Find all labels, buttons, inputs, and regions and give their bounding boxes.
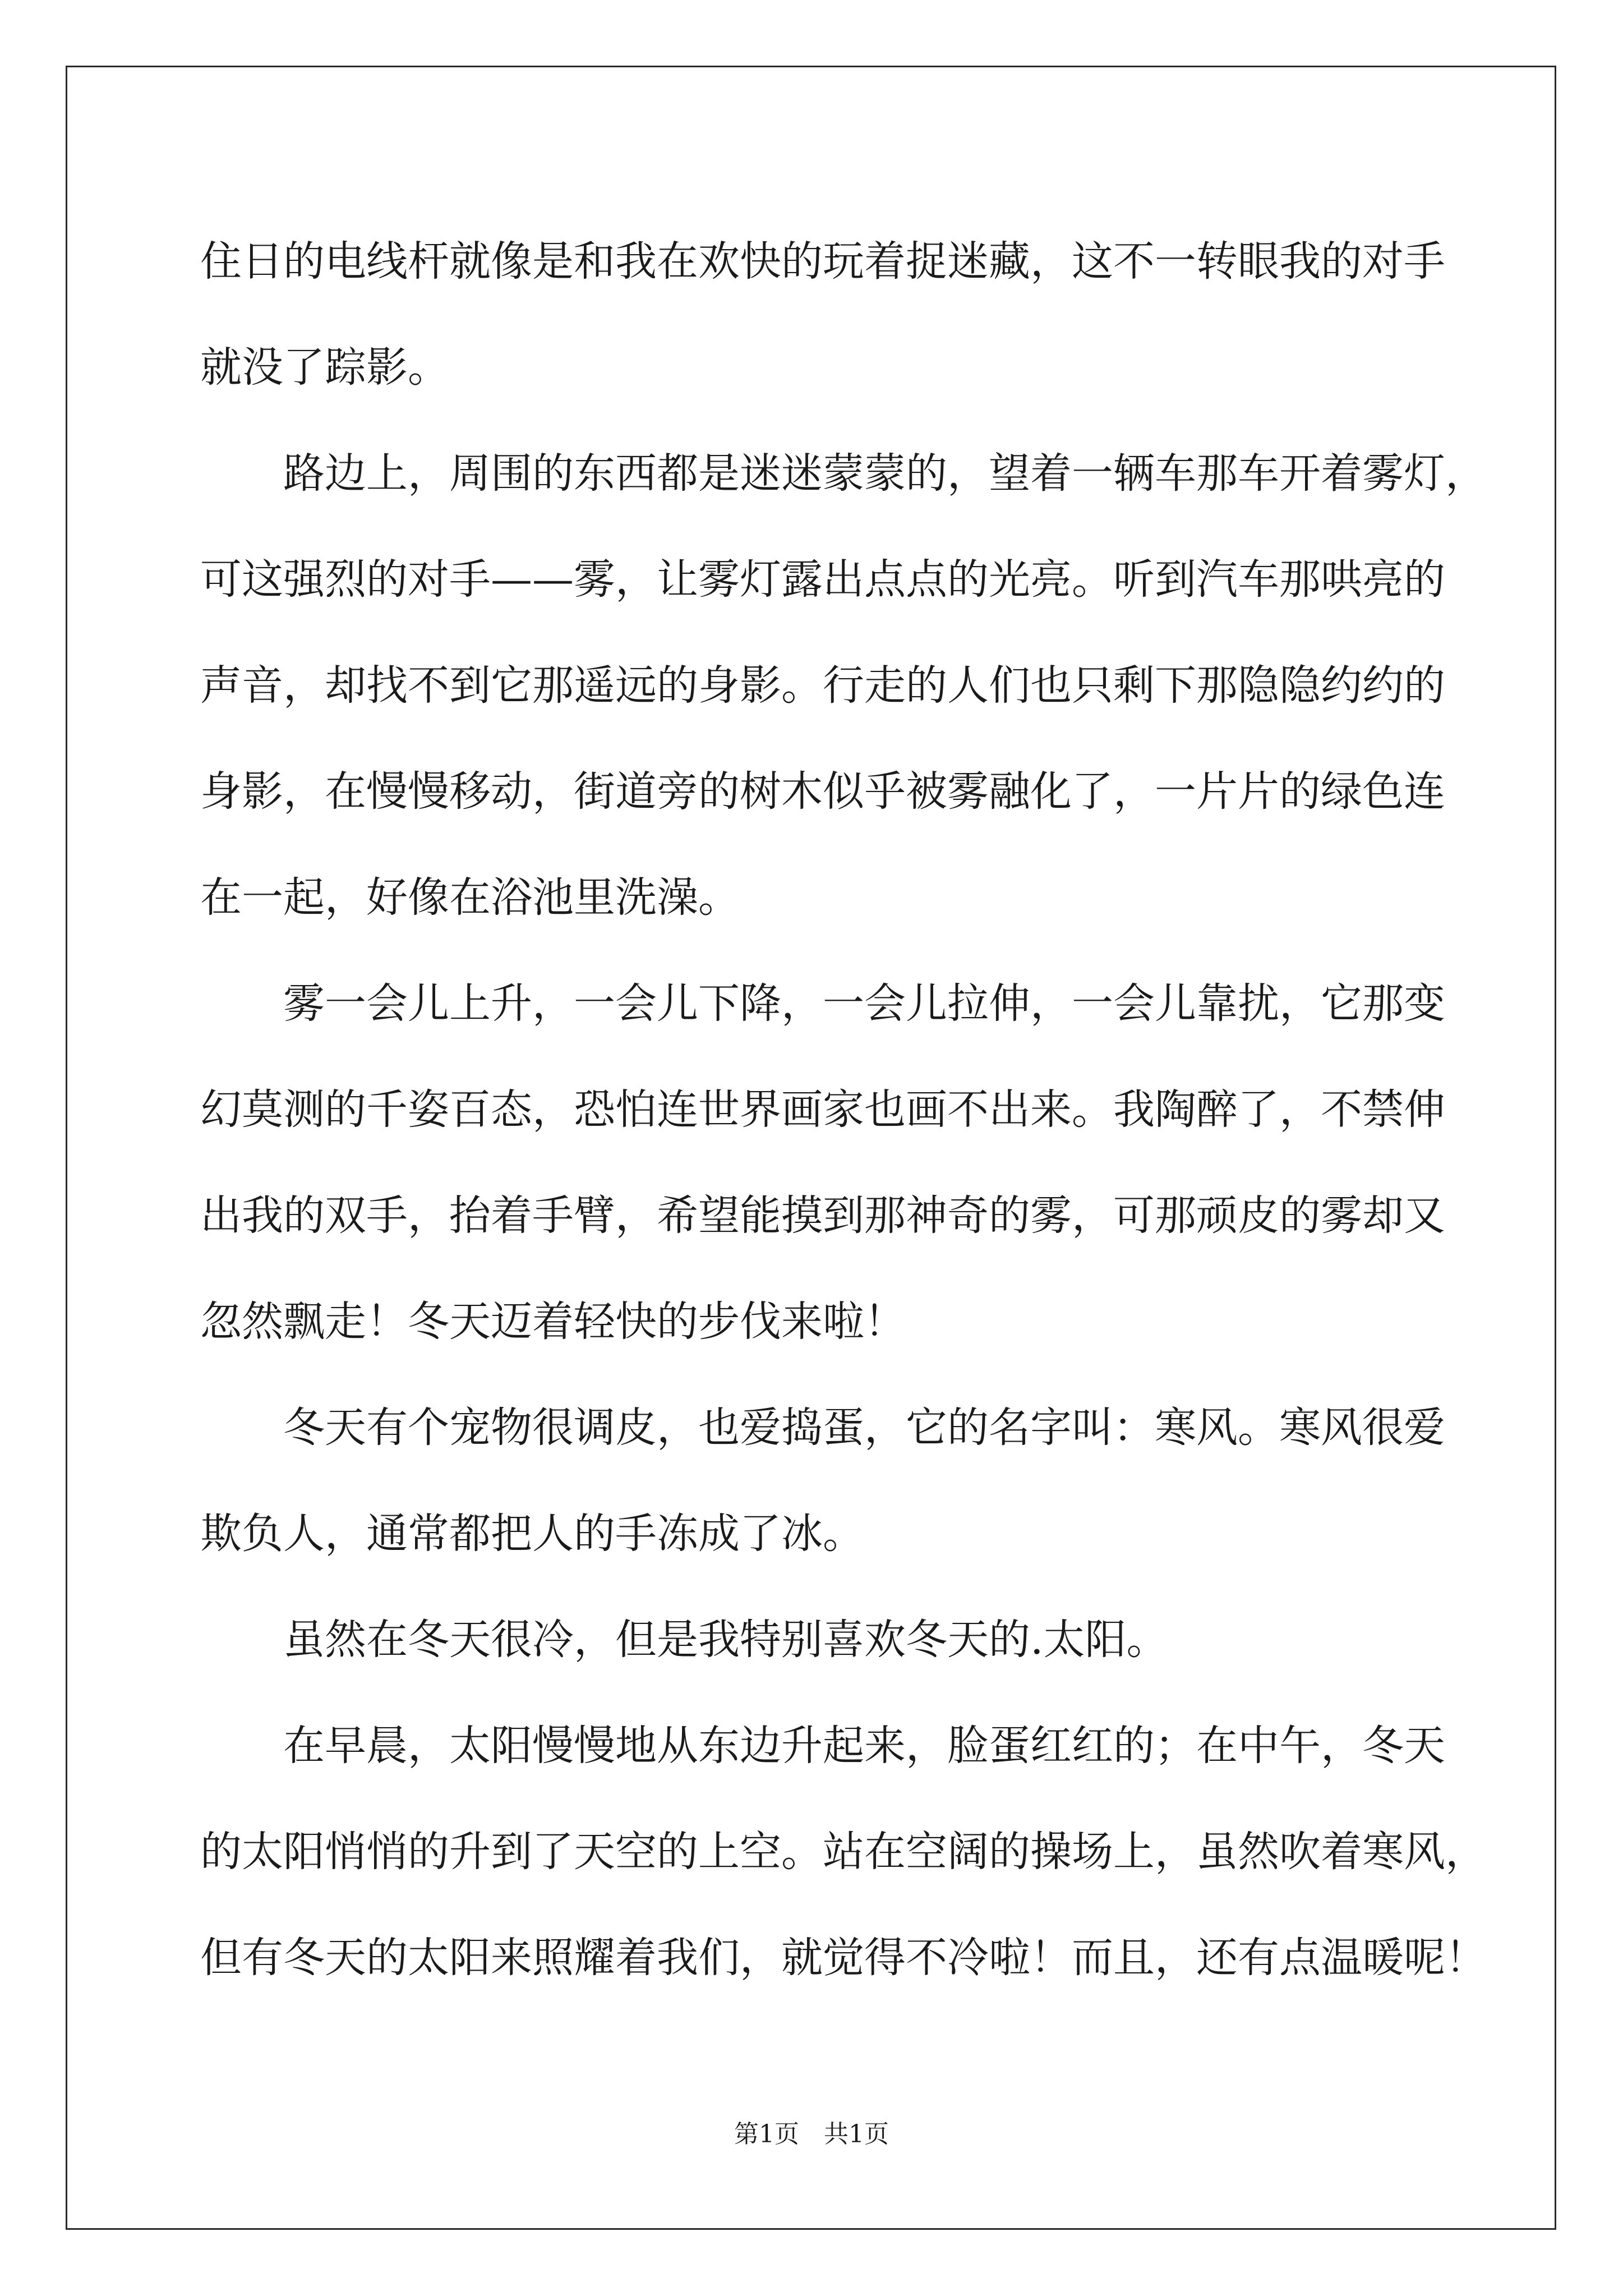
text-line: 在早晨，太阳慢慢地从东边升起来，脸蛋红红的；在中午，冬天 [200, 1722, 1445, 1770]
text-line: 在一起，好像在浴池里洗澡。 [200, 873, 740, 922]
text-line: 幻莫测的千姿百态，恐怕连世界画家也画不出来。我陶醉了，不禁伸 [200, 1085, 1445, 1134]
text-line: 虽然在冬天很冷，但是我特别喜欢冬天的.太阳。 [200, 1616, 1168, 1664]
text-line: 欺负人，通常都把人的手冻成了冰。 [200, 1510, 864, 1558]
text-line: 就没了踪影。 [200, 343, 449, 392]
text-line: 冬天有个宠物很调皮，也爱捣蛋，它的名字叫：寒风。寒风很爱 [200, 1404, 1445, 1452]
text-line: 的太阳悄悄的升到了天空的上空。站在空阔的操场上，虽然吹着寒风， [200, 1828, 1487, 1876]
text-line: 路边上，周围的东西都是迷迷蒙蒙的，望着一辆车那车开着雾灯， [200, 449, 1487, 498]
text-line: 但有冬天的太阳来照耀着我们，就觉得不冷啦！而且，还有点温暖呢！ [200, 1934, 1487, 1982]
document-body [200, 209, 1487, 2011]
text-line: 声音，却找不到它那遥远的身影。行走的人们也只剩下那隐隐约约的 [200, 661, 1445, 710]
text-line: 身影，在慢慢移动，街道旁的树木似乎被雾融化了，一片片的绿色连 [200, 767, 1445, 816]
text-line: 雾一会儿上升，一会儿下降，一会儿拉伸，一会儿靠扰，它那变 [200, 979, 1445, 1028]
text-line: 出我的双手，抬着手臂，希望能摸到那神奇的雾，可那顽皮的雾却又 [200, 1191, 1445, 1240]
page-number-footer: 第1页 共1页 [734, 2120, 889, 2148]
text-line: 忽然飘走！冬天迈着轻快的步伐来啦！ [200, 1297, 906, 1346]
text-line: 住日的电线杆就像是和我在欢快的玩着捉迷藏，这不一转眼我的对手 [200, 237, 1445, 286]
text-line: 可这强烈的对手——雾，让雾灯露出点点的光亮。听到汽车那哄亮的 [200, 555, 1445, 604]
